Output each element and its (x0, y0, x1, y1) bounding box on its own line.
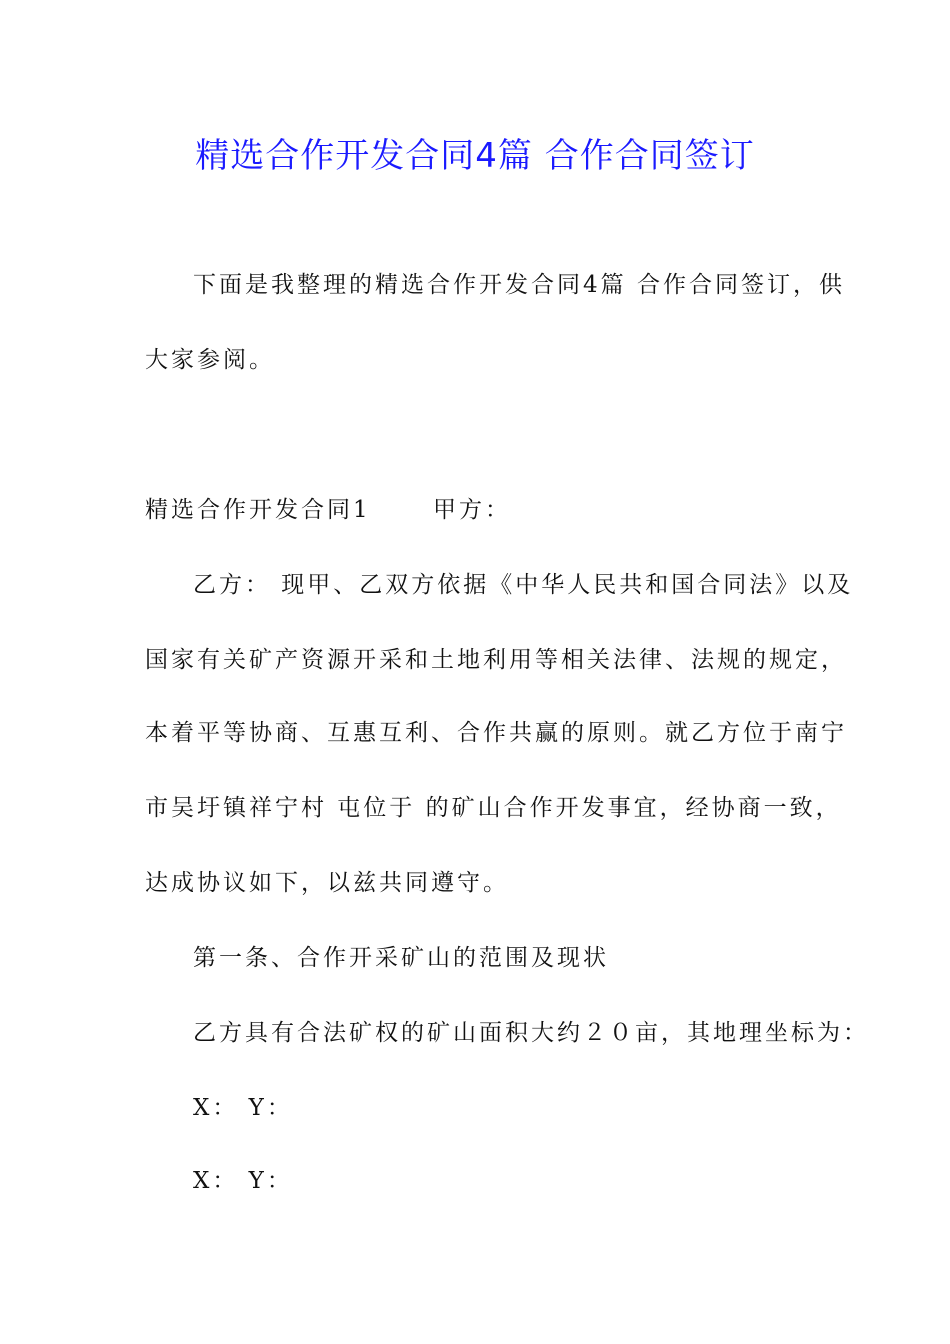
article-1-heading: 第一条、合作开采矿山的范围及现状 (193, 945, 609, 971)
body-line-4: 市吴圩镇祥宁村 屯位于 的矿山合作开发事宜，经协商一致， (145, 795, 842, 821)
contract-heading: 精选合作开发合同1 甲方： (145, 497, 511, 523)
body-line-1: 乙方： 现甲、乙双方依据《中华人民共和国合同法》以及 (193, 572, 854, 598)
document-title: 精选合作开发合同4篇 合作合同签订 (195, 136, 755, 176)
article-1-body: 乙方具有合法矿权的矿山面积大约２０亩，其地理坐标为： (193, 1020, 869, 1046)
body-line-5: 达成协议如下，以兹共同遵守。 (145, 870, 509, 896)
coordinate-line-1: X： Y： (193, 1095, 293, 1121)
body-line-3: 本着平等协商、互惠互利、合作共赢的原则。就乙方位于南宁 (145, 720, 847, 746)
intro-line-1: 下面是我整理的精选合作开发合同4篇 合作合同签订，供 (193, 272, 845, 298)
body-line-2: 国家有关矿产资源开采和土地利用等相关法律、法规的规定， (145, 647, 847, 673)
coordinate-line-2: X： Y： (193, 1168, 293, 1194)
intro-line-2: 大家参阅。 (145, 347, 275, 373)
